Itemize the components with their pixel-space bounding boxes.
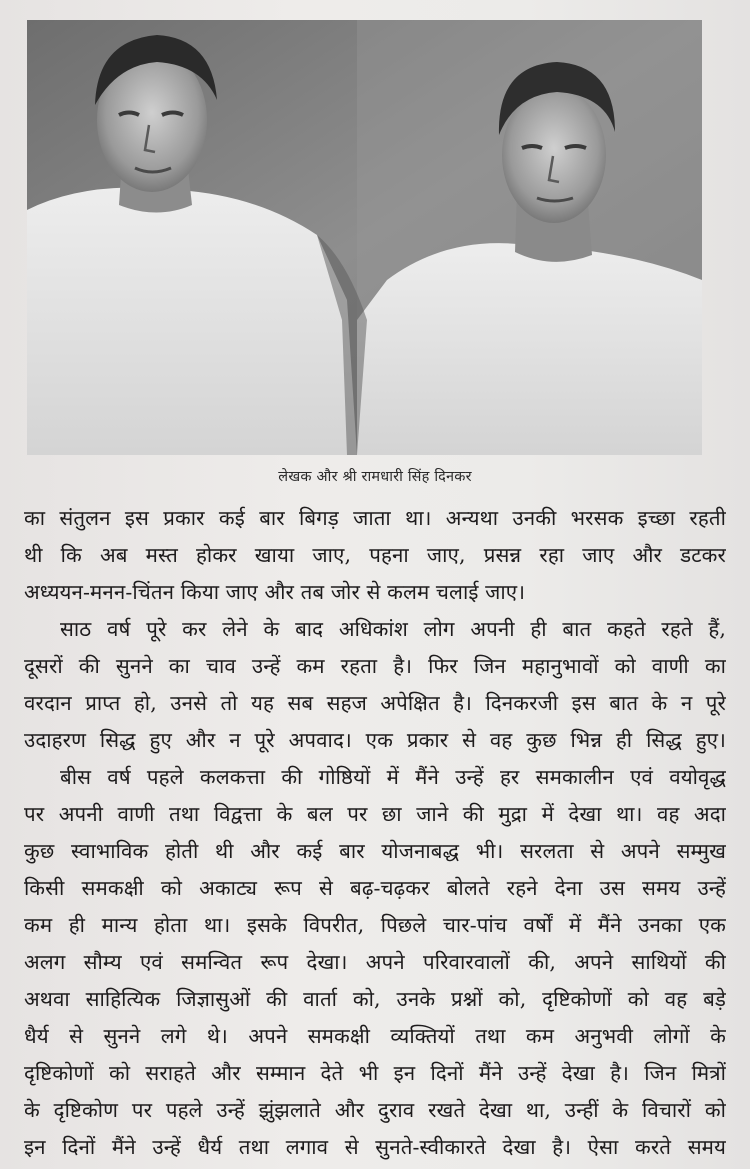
author-photo [27,20,702,455]
text-line: पर अपनी वाणी तथा विद्वत्ता के बल पर छा जाने की मुद्रा में देखा था। वह अदा [24,802,726,826]
text-line: दूसरों की सुनने का चाव उन्हें कम रहता है। फिर जिन महानुभावों को वाणी का [24,654,726,678]
text-line: के दृष्टिकोण पर पहले उन्हें झुंझलाते और दुराव रखते देखा था, उन्हीं के विचारों को [24,1098,726,1122]
text-line: कुछ स्वाभाविक होती थी और कई बार योजनाबद्ध भी। सरलता से अपने सम्मुख [24,839,726,863]
text-line: उदाहरण सिद्ध हुए और न पूरे अपवाद। एक प्रकार से वह कुछ भिन्न ही सिद्ध हुए। [24,728,726,752]
text-line: इन दिनों मैंने उन्हें धैर्य तथा लगाव से सुनते-स्वीकारते देखा है। ऐसा करते समय [24,1135,726,1159]
text-line: अलग सौम्य एवं समन्वित रूप देखा। अपने परिवारवालों की, अपने साथियों की [24,950,726,974]
text-line: बीस वर्ष पहले कलकत्ता की गोष्ठियों में मैंने उन्हें हर समकालीन एवं वयोवृद्ध [60,765,726,789]
text-line: साठ वर्ष पूरे कर लेने के बाद अधिकांश लोग अपनी ही बात कहते रहते हैं, [60,617,726,641]
text-line: किसी समकक्षी को अकाट्य रूप से बढ़-चढ़कर बोलते रहने देना उस समय उन्हें [24,876,726,900]
text-line: दृष्टिकोणों को सराहते और सम्मान देते भी इन दिनों मैंने उन्हें देखा है। जिन मित्रों [24,1061,726,1085]
text-line: वरदान प्राप्त हो, उनसे तो यह सब सहज अपेक्षित है। दिनकरजी इस बात के न पूरे [24,691,726,715]
text-line: थी कि अब मस्त होकर खाया जाए, पहना जाए, प्रसन्न रहा जाए और डटकर [24,543,726,567]
text-line: धैर्य से सुनने लगे थे। अपने समकक्षी व्यक्तियों तथा कम अनुभवी लोगों के [24,1024,726,1048]
text-line: अथवा साहित्यिक जिज्ञासुओं की वार्ता को, उनके प्रश्नों को, दृष्टिकोणों को वह बड़े [24,987,726,1011]
text-line: अध्ययन-मनन-चिंतन किया जाए और तब जोर से कलम चलाई जाए। [24,580,526,604]
text-line: कम ही मान्य होता था। इसके विपरीत, पिछले चार-पांच वर्षों में मैंने उनका एक [24,913,726,937]
body-text [24,500,726,1166]
photo-caption: लेखक और श्री रामधारी सिंह दिनकर [278,469,472,485]
text-line: का संतुलन इस प्रकार कई बार बिगड़ जाता था। अन्यथा उनकी भरसक इच्छा रहती [24,506,726,530]
